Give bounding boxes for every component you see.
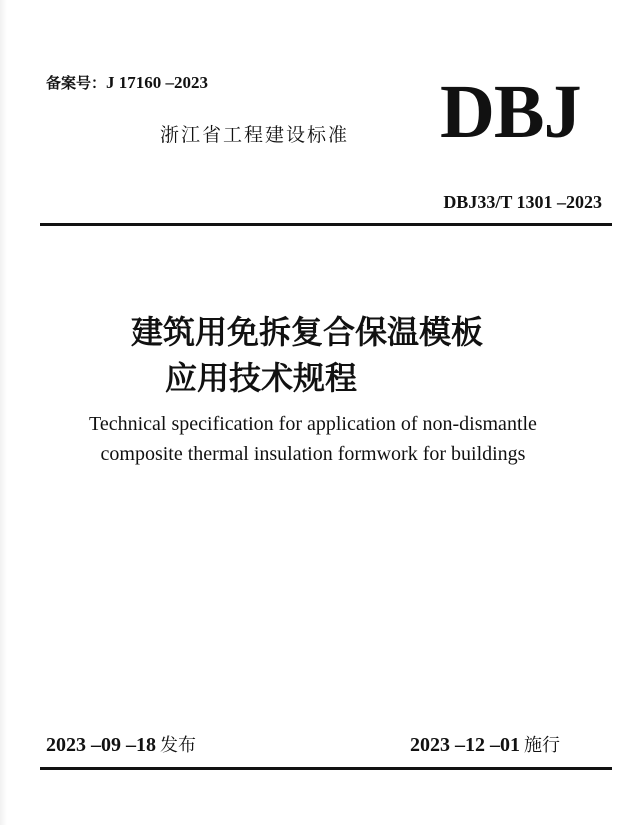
chinese-title-line-1: 建筑用免拆复合保温模板 (130, 313, 483, 351)
publish-label: 发布 (160, 735, 196, 756)
top-divider (40, 223, 612, 226)
publish-date-line (46, 731, 196, 757)
bottom-divider (40, 767, 612, 770)
record-number-label: 备案号： (46, 74, 107, 92)
implement-date-line (410, 731, 560, 757)
chinese-title-line-2: 应用技术规程 (164, 359, 357, 397)
record-number-value: J 17160 –2023 (106, 73, 209, 92)
record-number-line (46, 72, 208, 93)
dbj-logo: DBJ (440, 70, 581, 154)
implement-label: 施行 (524, 735, 560, 756)
publish-date: 2023 –09 –18 (46, 734, 156, 756)
english-title-line-2: composite thermal insulation formwork for buildings (100, 443, 526, 465)
issuing-standard-series: 浙江省工程建设标准 (160, 124, 350, 146)
standard-code: DBJ33/T 1301 –2023 (443, 192, 602, 212)
implement-date: 2023 –12 –01 (410, 734, 520, 756)
english-title-line-1: Technical specification for application of non-dismantle (89, 413, 537, 435)
